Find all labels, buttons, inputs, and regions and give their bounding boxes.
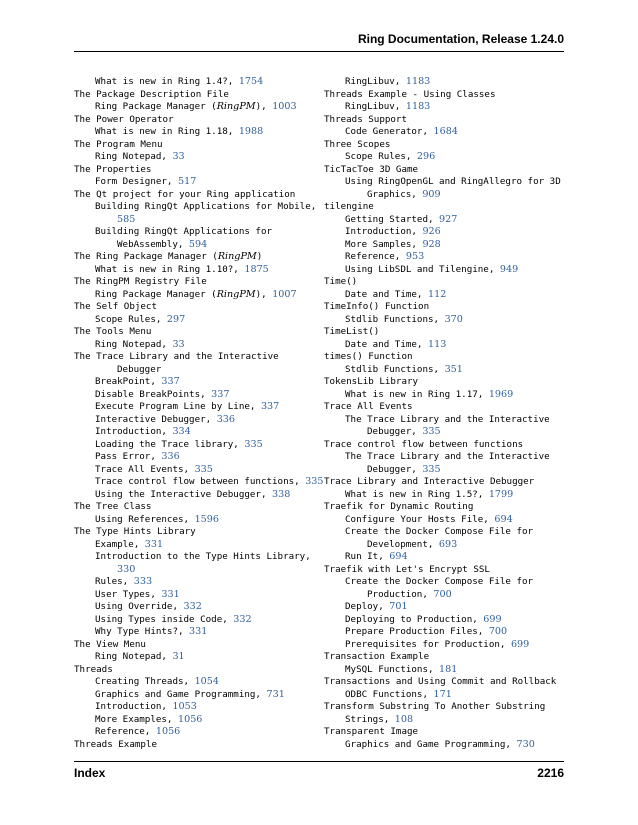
index-subentry [74, 226, 319, 239]
entry-text: TimeList() [324, 326, 380, 337]
index-subentry [74, 614, 319, 627]
index-subentry [324, 601, 569, 614]
index-term [324, 139, 569, 152]
entry-text: The Type Hints Library [74, 526, 196, 537]
entry-italic-text: RingPM [217, 251, 257, 262]
entry-text: Ring Notepad, [95, 151, 173, 162]
entry-text: Graphics and Game Programming, [95, 688, 267, 700]
entry-text: Date and Time, [345, 288, 428, 300]
entry-text: Scope Rules, [345, 151, 417, 162]
entry-text: Deploying to Production, [345, 613, 484, 625]
entry-text: Graphics, [367, 188, 423, 200]
entry-text: Using LibSDL and Tilengine, [345, 263, 500, 275]
entry-text-suffix: ), [255, 101, 273, 112]
index-subentry [74, 514, 319, 527]
page-reference-link[interactable]: 700 [488, 626, 508, 637]
page-reference-link[interactable]: 335 [305, 476, 324, 487]
entry-text: Create the Docker Compose File for [345, 526, 534, 537]
index-term [324, 276, 569, 289]
page-reference-link[interactable]: 335 [244, 438, 263, 450]
index-subentry [74, 414, 319, 427]
page-reference-link[interactable]: 335 [422, 463, 441, 475]
entry-text: BreakPoint, [95, 376, 162, 387]
entry-text: Debugger, [367, 463, 423, 475]
index-term [324, 401, 569, 414]
index-subentry [74, 101, 319, 114]
page-reference-link[interactable]: 31 [172, 651, 185, 662]
entry-text: Trace Library and Interactive Debugger [324, 476, 535, 487]
page-reference-link[interactable]: 351 [444, 363, 463, 375]
entry-text: The Package Description File [74, 88, 229, 100]
entry-text: Loading the Trace library, [95, 438, 245, 450]
page-reference-link[interactable]: 333 [133, 576, 153, 587]
entry-text: TimeInfo() Function [324, 301, 430, 312]
entry-text: User Types, [95, 588, 162, 600]
index-subentry [324, 514, 569, 527]
index-subentry [74, 126, 319, 139]
index-subentry [74, 464, 319, 477]
entry-text-suffix: ), [255, 288, 273, 300]
index-subentry [324, 689, 569, 702]
index-term [324, 726, 569, 739]
entry-text: Development, [367, 538, 439, 550]
index-term [324, 114, 569, 127]
index-term [324, 376, 569, 389]
entry-text: Ring Package Manager ( [95, 101, 217, 112]
page-reference-link[interactable]: 926 [422, 226, 441, 237]
entry-text: Rules, [95, 576, 134, 587]
page-reference-link[interactable]: 1596 [194, 513, 219, 525]
entry-text: Why Type Hints?, [95, 626, 190, 637]
entry-text: Transform Substring To Another Substring [324, 701, 546, 712]
page-reference-link[interactable]: 331 [189, 626, 208, 637]
page-reference-link[interactable]: 585 [117, 213, 136, 225]
entry-text: The Tools Menu [74, 326, 152, 337]
index-subentry [74, 214, 319, 227]
index-term [324, 701, 569, 714]
entry-text: WebAssembly, [117, 238, 189, 250]
index-subentry [74, 726, 319, 739]
index-subentry [324, 414, 569, 427]
index-term [74, 114, 319, 127]
index-subentry [324, 664, 569, 677]
entry-text: Stdlib Functions, [345, 313, 445, 325]
entry-text: TicTacToe 3D Game [324, 163, 419, 175]
entry-text: Threads Support [324, 113, 407, 125]
entry-text: What is new in Ring 1.18, [95, 126, 239, 137]
entry-text: Reference, [95, 726, 156, 737]
index-subentry [74, 364, 319, 377]
page-reference-link[interactable]: 297 [166, 313, 186, 325]
footer-section-label: Index [74, 766, 106, 780]
entry-text: Introduction to the Type Hints Library, [95, 551, 311, 562]
index-term [74, 639, 319, 652]
index-subentry [324, 539, 569, 552]
entry-italic-text: RingPM [216, 288, 256, 300]
page-reference-link[interactable]: 517 [177, 176, 197, 187]
page-reference-link[interactable]: 334 [172, 426, 191, 437]
entry-text: What is new in Ring 1.17, [345, 388, 489, 400]
index-subentry [74, 476, 324, 489]
entry-text: Date and Time, [345, 338, 428, 350]
entry-text: Create the Docker Compose File for [345, 576, 534, 587]
index-subentry [324, 626, 569, 639]
page-reference-link[interactable]: 108 [394, 713, 414, 725]
page-reference-link[interactable]: 928 [422, 238, 441, 250]
index-subentry [324, 189, 569, 202]
index-term [74, 251, 319, 264]
entry-text: The View Menu [74, 638, 146, 650]
entry-text: The Trace Library and the Interactive [345, 451, 550, 462]
index-subentry [324, 264, 569, 277]
page-reference-link[interactable]: 1183 [405, 76, 431, 87]
index-subentry [74, 701, 319, 714]
page-reference-link[interactable]: 1799 [488, 488, 514, 500]
entry-text: The Program Menu [74, 138, 163, 150]
index-subentry [74, 389, 319, 402]
entry-text: Using the Interactive Debugger, [95, 488, 273, 500]
index-term [74, 351, 319, 364]
entry-text: Ring Notepad, [95, 651, 173, 662]
entry-text: Introduction, [95, 701, 173, 712]
page-reference-link[interactable]: 370 [444, 313, 463, 325]
index-subentry [324, 451, 569, 464]
page-reference-link[interactable]: 1684 [433, 126, 458, 137]
page-reference-link[interactable]: 1988 [238, 126, 264, 137]
entry-text: Debugger, [367, 426, 423, 437]
page-reference-link[interactable]: 1056 [155, 726, 181, 737]
entry-text: Ring Package Manager ( [95, 288, 217, 300]
entry-text: Strings, [345, 713, 395, 725]
entry-text: Scope Rules, [95, 313, 167, 325]
index-subentry [74, 714, 319, 727]
page-reference-link[interactable]: 337 [211, 388, 230, 400]
entry-text: Building RingQt Applications for Mobile, [95, 201, 317, 212]
index-subentry [324, 739, 569, 752]
entry-text: More Samples, [345, 238, 423, 250]
page-reference-link[interactable]: 1003 [272, 101, 297, 112]
page-reference-link[interactable]: 953 [405, 251, 425, 262]
page-reference-link[interactable]: 949 [499, 263, 519, 275]
entry-text: Stdlib Functions, [345, 363, 445, 375]
page-reference-link[interactable]: 694 [389, 551, 408, 562]
entry-text: Deploy, [345, 601, 390, 612]
entry-text: Reference, [345, 251, 406, 262]
index-subentry [74, 151, 319, 164]
entry-text: The Qt project for your Ring application [74, 188, 296, 200]
running-header: Ring Documentation, Release 1.24.0 [357, 32, 564, 46]
page-reference-link[interactable]: 1754 [238, 76, 264, 87]
entry-text: The Properties [74, 163, 152, 175]
page-reference-link[interactable]: 1183 [405, 101, 431, 112]
page-reference-link[interactable]: 731 [266, 688, 285, 700]
entry-text: Time() [324, 276, 358, 287]
entry-text: More Examples, [95, 713, 178, 725]
page-reference-link[interactable]: 335 [194, 463, 213, 475]
index-subentry [74, 551, 319, 564]
index-subentry [324, 389, 569, 402]
index-term [74, 276, 319, 289]
index-subentry [324, 551, 569, 564]
entry-text: Three Scopes [324, 138, 391, 150]
index-subentry [324, 364, 569, 377]
index-subentry [324, 289, 569, 302]
page-reference-link[interactable]: 694 [494, 513, 513, 525]
entry-text: The Ring Package Manager ( [74, 251, 218, 262]
page-reference-link[interactable]: 33 [172, 151, 185, 162]
entry-text: Run It, [345, 551, 390, 562]
entry-italic-text: RingPM [216, 101, 256, 112]
index-term [74, 501, 319, 514]
page-reference-link[interactable]: 331 [161, 588, 180, 600]
index-subentry [324, 614, 569, 627]
index-term [74, 139, 319, 152]
entry-text: Using RingOpenGL and RingAllegro for 3D [345, 176, 561, 187]
entry-text: The Trace Library and the Interactive [74, 351, 279, 362]
index-subentry [324, 101, 569, 114]
entry-text: Traefik for Dynamic Routing [324, 501, 474, 512]
entry-text: Using Types inside Code, [95, 613, 234, 625]
entry-text: Threads [74, 663, 113, 675]
index-subentry [324, 464, 569, 477]
index-term [324, 326, 569, 339]
index-subentry [324, 126, 569, 139]
entry-text: RingLibuv, [345, 101, 406, 112]
page-reference-link[interactable]: 927 [439, 213, 458, 225]
entry-text: Creating Threads, [95, 676, 195, 687]
index-subentry [74, 651, 319, 664]
entry-text: Prepare Production Files, [345, 626, 489, 637]
index-subentry [324, 314, 569, 327]
entry-text: The Power Operator [74, 113, 174, 125]
index-subentry [74, 689, 319, 702]
index-term [324, 439, 569, 452]
index-subentry [74, 489, 319, 502]
entry-text: Trace All Events [324, 401, 413, 412]
index-subentry [324, 489, 569, 502]
page-reference-link[interactable]: 699 [510, 638, 530, 650]
entry-text: Form Designer, [95, 176, 178, 187]
index-term [324, 351, 569, 364]
entry-text: What is new in Ring 1.4?, [95, 76, 239, 87]
page-number: 2216 [537, 766, 564, 780]
index-term [74, 664, 319, 677]
entry-text: tilengine [324, 201, 374, 212]
entry-text: ODBC Functions, [345, 688, 434, 700]
page-reference-link[interactable]: 33 [172, 338, 185, 350]
page-reference-link[interactable]: 296 [416, 151, 436, 162]
page-reference-link[interactable]: 693 [438, 538, 458, 550]
header-rule [74, 51, 564, 52]
index-subentry [74, 576, 319, 589]
page-reference-link[interactable]: 337 [161, 376, 180, 387]
page-reference-link[interactable]: 699 [483, 613, 502, 625]
page-reference-link[interactable]: 730 [516, 738, 535, 750]
index-subentry [324, 339, 569, 352]
index-subentry [324, 239, 569, 252]
entry-text: MySQL Functions, [345, 663, 440, 675]
page-reference-link[interactable]: 336 [216, 413, 236, 425]
entry-text: Transparent Image [324, 726, 419, 737]
page-reference-link[interactable]: 337 [260, 401, 280, 412]
footer-rule [74, 761, 564, 762]
index-subentry [74, 626, 319, 639]
index-subentry [74, 176, 319, 189]
entry-text: What is new in Ring 1.5?, [345, 488, 489, 500]
entry-text: Threads Example [74, 738, 157, 750]
index-term [324, 201, 569, 214]
index-subentry [74, 539, 319, 552]
entry-text: Production, [367, 588, 434, 600]
entry-text: Threads Example - Using Classes [324, 88, 496, 100]
index-term [74, 89, 319, 102]
page-reference-link[interactable]: 1056 [177, 713, 203, 725]
index-term [74, 301, 319, 314]
page-reference-link[interactable]: 338 [272, 488, 291, 500]
index-subentry [74, 564, 319, 577]
entry-text: The Tree Class [74, 501, 152, 512]
page-reference-link[interactable]: 1054 [194, 676, 219, 687]
index-subentry [324, 426, 569, 439]
page-reference-link[interactable]: 336 [161, 451, 180, 462]
page-reference-link[interactable]: 1969 [488, 388, 514, 400]
index-subentry [324, 639, 569, 652]
entry-text: Traefik with Let's Encrypt SSL [324, 563, 490, 575]
page-reference-link[interactable]: 909 [422, 188, 441, 200]
entry-text: Introduction, [95, 426, 173, 437]
index-subentry [74, 401, 319, 414]
index-subentry [324, 714, 569, 727]
entry-text: Configure Your Hosts File, [345, 513, 495, 525]
index-term [324, 501, 569, 514]
index-subentry [74, 676, 319, 689]
page-reference-link[interactable]: 171 [433, 688, 452, 700]
index-subentry [74, 601, 319, 614]
index-subentry [324, 76, 569, 89]
entry-text: Trace All Events, [95, 463, 195, 475]
index-term [74, 326, 319, 339]
page-reference-link[interactable]: 330 [117, 563, 136, 575]
entry-text: The Trace Library and the Interactive [345, 413, 550, 425]
index-term [74, 189, 319, 202]
page-reference-link[interactable]: 1875 [244, 263, 269, 275]
entry-text: times() Function [324, 351, 413, 362]
index-subentry [74, 314, 319, 327]
index-column-right [324, 76, 569, 751]
entry-text: Execute Program Line by Line, [95, 401, 261, 412]
entry-text: Debugger [117, 363, 162, 375]
index-subentry [324, 226, 569, 239]
page-reference-link[interactable]: 331 [144, 538, 164, 550]
entry-text: Using References, [95, 513, 195, 525]
entry-text: RingLibuv, [345, 76, 406, 87]
page-reference-link[interactable]: 181 [439, 663, 458, 675]
entry-text: Disable BreakPoints, [95, 388, 212, 400]
entry-text: Example, [95, 538, 145, 550]
index-term [324, 476, 569, 489]
entry-text: Transaction Example [324, 651, 430, 662]
entry-text: Introduction, [345, 226, 423, 237]
index-term [324, 89, 569, 102]
index-subentry [324, 151, 569, 164]
entry-text: Trace control flow between functions, [95, 476, 306, 487]
page-reference-link[interactable]: 1053 [172, 701, 197, 712]
page-reference-link[interactable]: 112 [427, 288, 447, 300]
entry-text-suffix: ) [256, 251, 263, 262]
page-reference-link[interactable]: 332 [183, 601, 202, 612]
index-subentry [74, 339, 319, 352]
entry-text: The RingPM Registry File [74, 276, 207, 287]
index-term [324, 564, 569, 577]
entry-text: Using Override, [95, 601, 184, 612]
entry-text: Trace control flow between functions [324, 438, 524, 450]
index-subentry [74, 439, 319, 452]
index-term [74, 526, 319, 539]
index-column-left [74, 76, 324, 751]
index-subentry [74, 76, 319, 89]
index-subentry [324, 526, 569, 539]
index-subentry [74, 451, 319, 464]
index-subentry [74, 201, 319, 214]
index-subentry [74, 589, 319, 602]
index-subentry [324, 589, 569, 602]
entry-text: Pass Error, [95, 451, 162, 462]
entry-text: TokensLib Library [324, 376, 419, 387]
entry-text: The Self Object [74, 301, 157, 312]
index-subentry [74, 264, 319, 277]
page-reference-link[interactable]: 1007 [272, 288, 297, 300]
entry-text: Transactions and Using Commit and Rollback [324, 676, 557, 687]
index-term [74, 164, 319, 177]
entry-text: Building RingQt Applications for [95, 226, 273, 237]
page-reference-link[interactable]: 594 [188, 238, 208, 250]
index-subentry [324, 176, 569, 189]
index-subentry [324, 576, 569, 589]
page-reference-link[interactable]: 332 [233, 613, 252, 625]
index-subentry [74, 239, 319, 252]
index-term [324, 301, 569, 314]
index-term [324, 651, 569, 664]
index-term [324, 164, 569, 177]
index-term [74, 739, 319, 752]
page-reference-link[interactable]: 701 [389, 601, 408, 612]
index-subentry [74, 289, 319, 302]
index-subentry [324, 214, 569, 227]
entry-text: Graphics and Game Programming, [345, 738, 517, 750]
index-subentry [74, 426, 319, 439]
index-subentry [74, 376, 319, 389]
index-term [324, 676, 569, 689]
entry-text: Getting Started, [345, 213, 440, 225]
page-reference-link[interactable]: 335 [422, 426, 441, 437]
page-reference-link[interactable]: 700 [433, 588, 452, 600]
entry-text: What is new in Ring 1.10?, [95, 263, 245, 275]
page-reference-link[interactable]: 113 [427, 338, 447, 350]
entry-text: Interactive Debugger, [95, 413, 217, 425]
entry-text: Code Generator, [345, 126, 434, 137]
index-subentry [324, 251, 569, 264]
entry-text: Prerequisites for Production, [345, 638, 511, 650]
entry-text: Ring Notepad, [95, 338, 173, 350]
